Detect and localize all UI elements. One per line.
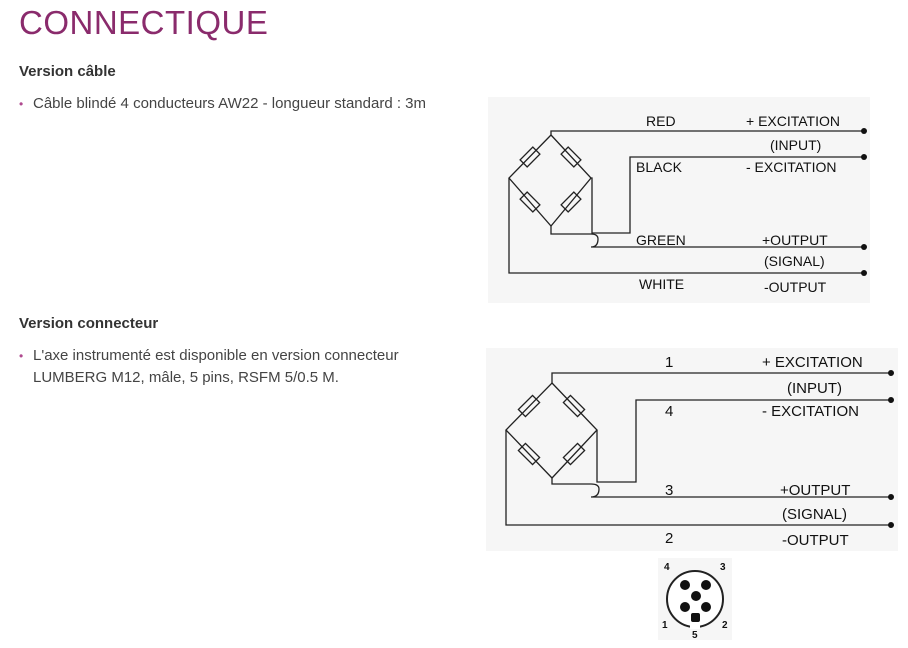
cable-wiring-diagram <box>488 97 870 303</box>
pin-label-1: 1 <box>665 354 674 371</box>
cable-version-heading: Version câble <box>19 63 116 80</box>
label-pos-output: +OUTPUT <box>762 232 828 248</box>
terminal-dot <box>888 397 894 403</box>
red-wire <box>551 131 864 135</box>
terminal-dot <box>861 154 867 160</box>
connector-wiring-diagram <box>486 348 898 551</box>
pinout-label-2: 2 <box>722 620 728 631</box>
pin-2-dot <box>701 602 711 612</box>
wire-label-green: GREEN <box>636 232 686 248</box>
label-pos-excitation: + EXCITATION <box>746 113 840 129</box>
connector-version-heading: Version connecteur <box>19 315 159 332</box>
bullet-dot-icon: • <box>19 349 24 363</box>
connector-wiring-svg <box>486 348 898 551</box>
label-neg-output: -OUTPUT <box>764 279 827 295</box>
label-signal: (SIGNAL) <box>782 506 848 523</box>
cable-description <box>19 93 479 115</box>
terminal-dot <box>888 494 894 500</box>
connector-description <box>19 345 479 389</box>
pinout-label-3: 3 <box>720 562 726 573</box>
label-input: (INPUT) <box>787 380 842 397</box>
label-pos-excitation: + EXCITATION <box>762 354 863 371</box>
label-input: (INPUT) <box>770 137 822 153</box>
terminal-dot <box>888 522 894 528</box>
pin-4-dot <box>680 580 690 590</box>
wire-label-red: RED <box>646 113 676 129</box>
m12-pinout-diagram <box>658 558 732 640</box>
connector-key-notch <box>690 622 700 629</box>
label-neg-output: -OUTPUT <box>782 532 849 549</box>
terminal-dot <box>861 244 867 250</box>
pinout-label-5: 5 <box>692 630 698 640</box>
wire-label-white: WHITE <box>639 276 685 292</box>
cable-description-text: Câble blindé 4 conducteurs AW22 - longueur standard : 3m <box>33 95 427 112</box>
page-title: CONNECTIQUE <box>19 4 269 41</box>
cable-wiring-svg <box>488 97 870 303</box>
wire-label-black: BLACK <box>636 159 682 175</box>
terminal-dot <box>888 370 894 376</box>
label-neg-excitation: - EXCITATION <box>746 159 837 175</box>
pin-1-dot <box>680 602 690 612</box>
connector-description-text: L'axe instrumenté est disponible en version connecteur LUMBERG M12, mâle, 5 pins, RSFM 5/0.5 M. <box>33 347 399 386</box>
pinout-label-4: 4 <box>664 562 670 573</box>
terminal-dot <box>861 270 867 276</box>
pin-label-3: 3 <box>665 482 674 499</box>
pinout-svg <box>658 558 732 640</box>
pinout-label-1: 1 <box>662 620 668 631</box>
pin-3-dot <box>701 580 711 590</box>
terminal-dot <box>861 128 867 134</box>
pin-label-4: 4 <box>665 403 674 420</box>
bridge-diamond <box>509 135 591 226</box>
label-signal: (SIGNAL) <box>764 253 825 269</box>
bridge-diamond <box>506 383 597 478</box>
label-pos-output: +OUTPUT <box>780 482 851 499</box>
label-neg-excitation: - EXCITATION <box>762 403 859 420</box>
pin-5-center-dot <box>691 591 701 601</box>
bullet-dot-icon: • <box>19 97 24 111</box>
pin-label-2: 2 <box>665 530 674 547</box>
pin-key-block <box>691 613 700 622</box>
